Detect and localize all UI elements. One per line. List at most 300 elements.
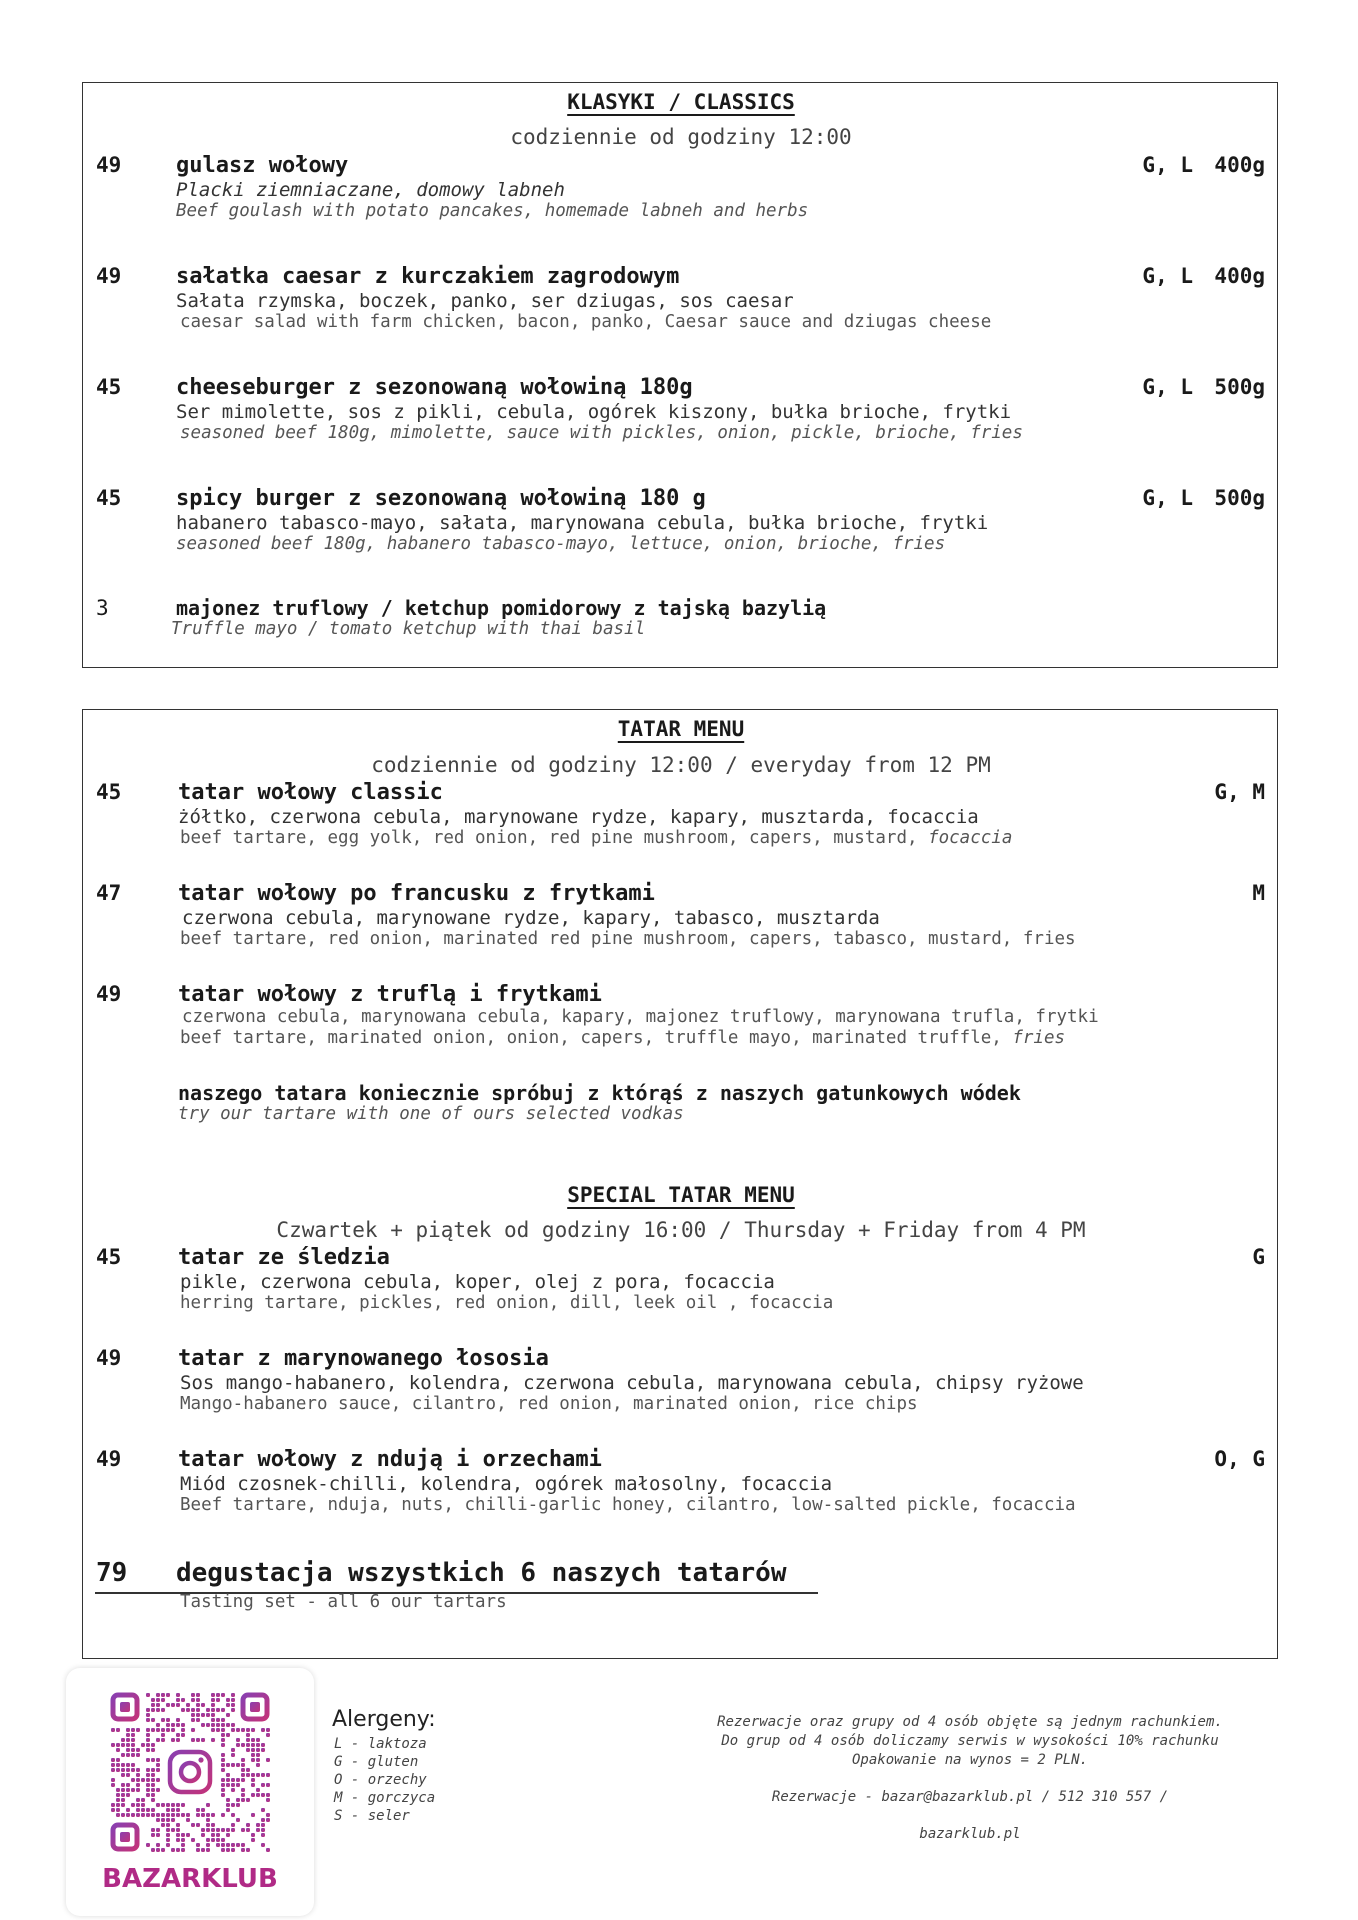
item-price: 49 [96, 982, 122, 1006]
qr-module [211, 1738, 215, 1742]
qr-module [231, 1823, 235, 1827]
qr-module [171, 1723, 175, 1727]
qr-module [146, 1718, 150, 1722]
qr-module [216, 1843, 220, 1847]
qr-module [116, 1768, 120, 1772]
qr-module [221, 1778, 225, 1782]
qr-module [226, 1848, 230, 1852]
qr-module [151, 1798, 155, 1802]
qr-module [136, 1773, 140, 1777]
qr-module [136, 1798, 140, 1802]
qr-module [171, 1818, 175, 1822]
qr-module [121, 1768, 125, 1772]
qr-module [231, 1778, 235, 1782]
qr-module [206, 1813, 210, 1817]
qr-module [266, 1773, 270, 1777]
allergen-tags: G, L [1142, 153, 1193, 177]
qr-module [196, 1693, 200, 1697]
qr-module [151, 1718, 155, 1722]
allergen-tags: O, G [1214, 1447, 1265, 1471]
qr-module [216, 1838, 220, 1842]
qr-module [241, 1793, 245, 1797]
qr-module [151, 1783, 155, 1787]
qr-module [161, 1818, 165, 1822]
qr-module [126, 1763, 130, 1767]
qr-module [186, 1833, 190, 1837]
website-link[interactable]: bazarklub.pl [919, 1826, 1021, 1842]
qr-module [196, 1823, 200, 1827]
item-description-en: beef tartare, red onion, marinated red pine mushroom, capers, tabasco, mustard, fries [180, 929, 1076, 949]
qr-module [151, 1848, 155, 1852]
qr-module [161, 1718, 165, 1722]
qr-module [256, 1788, 260, 1792]
qr-module [126, 1748, 130, 1752]
qr-module [241, 1788, 245, 1792]
qr-module [116, 1748, 120, 1752]
qr-module [151, 1828, 155, 1832]
qr-module [246, 1748, 250, 1752]
qr-module [216, 1828, 220, 1832]
qr-module [261, 1818, 265, 1822]
qr-module [121, 1763, 125, 1767]
qr-module [216, 1728, 220, 1732]
qr-module [251, 1758, 255, 1762]
qr-module [206, 1713, 210, 1717]
info-line: Rezerwacje oraz grupy od 4 osób objęte są jednym rachunkiem. [717, 1714, 1223, 1730]
item-description-pl: czerwona cebula, marynowane rydze, kapary, tabasco, musztarda [182, 907, 880, 929]
qr-module [236, 1763, 240, 1767]
qr-module [161, 1738, 165, 1742]
qr-module [151, 1793, 155, 1797]
item-description-pl: Miód czosnek-chilli, kolendra, ogórek małosolny, focaccia [180, 1473, 833, 1495]
qr-module [111, 1768, 115, 1772]
qr-module [176, 1723, 180, 1727]
qr-module [151, 1773, 155, 1777]
qr-module [196, 1708, 200, 1712]
qr-module [111, 1758, 115, 1762]
qr-module [251, 1778, 255, 1782]
qr-module [231, 1803, 235, 1807]
qr-module [231, 1813, 235, 1817]
qr-module [141, 1743, 145, 1747]
qr-module [206, 1723, 210, 1727]
qr-module [181, 1838, 185, 1842]
qr-module [231, 1753, 235, 1757]
qr-module [151, 1808, 155, 1812]
allergen-tags: G, L [1142, 486, 1193, 510]
qr-module [166, 1833, 170, 1837]
qr-module [236, 1778, 240, 1782]
item-price: 47 [96, 881, 122, 905]
qr-code-icon [66, 1668, 314, 1858]
qr-module [116, 1793, 120, 1797]
qr-module [156, 1738, 160, 1742]
qr-module [251, 1753, 255, 1757]
qr-module [241, 1773, 245, 1777]
qr-module [246, 1828, 250, 1832]
qr-module [231, 1693, 235, 1697]
qr-module [131, 1803, 135, 1807]
qr-module [121, 1798, 125, 1802]
qr-module [151, 1748, 155, 1752]
qr-module [171, 1848, 175, 1852]
qr-module [111, 1763, 115, 1767]
item-description-pl: Placki ziemniaczane, domowy labneh [176, 179, 565, 201]
qr-module [261, 1828, 265, 1832]
qr-module [201, 1713, 205, 1717]
qr-module [131, 1763, 135, 1767]
qr-module [221, 1838, 225, 1842]
qr-module [221, 1848, 225, 1852]
qr-module [141, 1803, 145, 1807]
qr-module [161, 1698, 165, 1702]
qr-module [216, 1833, 220, 1837]
qr-module [251, 1783, 255, 1787]
qr-module [156, 1843, 160, 1847]
qr-module [221, 1813, 225, 1817]
item-name: cheeseburger z sezonowaną wołowiną 180g [176, 375, 693, 400]
allergen-tags: G, M [1214, 780, 1265, 804]
qr-module [261, 1793, 265, 1797]
vodka-note-pl: naszego tatara koniecznie spróbuj z którąś z naszych gatunkowych wódek [178, 1081, 1021, 1105]
qr-module [236, 1803, 240, 1807]
qr-module [221, 1758, 225, 1762]
qr-module [166, 1723, 170, 1727]
qr-module [136, 1728, 140, 1732]
qr-module [256, 1758, 260, 1762]
qr-module [146, 1738, 150, 1742]
qr-module [176, 1848, 180, 1852]
qr-module [136, 1778, 140, 1782]
qr-module [261, 1748, 265, 1752]
qr-module [136, 1783, 140, 1787]
qr-module [186, 1703, 190, 1707]
info-line: Do grup od 4 osób doliczamy serwis w wysokości 10% rachunku [721, 1733, 1219, 1749]
qr-module [136, 1788, 140, 1792]
item-description-en: Beef goulash with potato pancakes, homemade labneh and herbs [176, 201, 809, 221]
qr-module [126, 1793, 130, 1797]
qr-module [176, 1803, 180, 1807]
qr-module [176, 1828, 180, 1832]
qr-module [221, 1743, 225, 1747]
item-description-en-text: beef tartare, marinated onion, onion, capers, truffle mayo, marinated truffle, [180, 1028, 1002, 1048]
qr-module [206, 1823, 210, 1827]
qr-module [151, 1813, 155, 1817]
tatar-section [82, 709, 1278, 1659]
qr-module [121, 1783, 125, 1787]
item-description-en-text: beef tartare, egg yolk, red onion, red pine mushroom, capers, mustard, [180, 828, 918, 848]
qr-module [251, 1728, 255, 1732]
qr-module [111, 1728, 115, 1732]
qr-module [171, 1803, 175, 1807]
qr-module [211, 1693, 215, 1697]
qr-module [196, 1738, 200, 1742]
qr-module [166, 1728, 170, 1732]
qr-module [241, 1843, 245, 1847]
contact-line[interactable]: Rezerwacje - bazar@bazarklub.pl / 512 310 557 / [771, 1789, 1169, 1805]
item-name: tatar wołowy po francusku z frytkami [178, 881, 655, 906]
qr-module [131, 1733, 135, 1737]
qr-module [131, 1753, 135, 1757]
qr-module [131, 1738, 135, 1742]
qr-module [261, 1743, 265, 1747]
qr-module [241, 1768, 245, 1772]
qr-module [151, 1788, 155, 1792]
qr-module [171, 1828, 175, 1832]
qr-module [156, 1833, 160, 1837]
qr-module [201, 1833, 205, 1837]
item-name: gulasz wołowy [176, 153, 349, 178]
qr-module [131, 1813, 135, 1817]
qr-module [251, 1738, 255, 1742]
qr-module [251, 1793, 255, 1797]
qr-module [171, 1703, 175, 1707]
qr-module [166, 1693, 170, 1697]
qr-module [156, 1728, 160, 1732]
qr-module [226, 1723, 230, 1727]
tasting-name: degustacja wszystkich 6 naszych tatarów [176, 1558, 787, 1588]
qr-module [241, 1828, 245, 1832]
qr-module [231, 1708, 235, 1712]
item-name: tatar z marynowanego łososia [178, 1346, 549, 1371]
qr-module [156, 1768, 160, 1772]
qr-module [246, 1798, 250, 1802]
qr-module [141, 1808, 145, 1812]
qr-module [191, 1693, 195, 1697]
qr-module [166, 1718, 170, 1722]
qr-module [211, 1718, 215, 1722]
item-description-en: seasoned beef 180g, habanero tabasco-mayo, lettuce, onion, brioche, fries [176, 534, 946, 554]
qr-module [201, 1828, 205, 1832]
qr-module [221, 1723, 225, 1727]
qr-module [181, 1813, 185, 1817]
qr-module [176, 1833, 180, 1837]
qr-module [256, 1738, 260, 1742]
qr-module [226, 1798, 230, 1802]
item-description-pl: żółtko, czerwona cebula, marynowane rydze, kapary, musztarda, focaccia [178, 806, 979, 828]
qr-module [191, 1738, 195, 1742]
qr-module [221, 1718, 225, 1722]
qr-module [236, 1818, 240, 1822]
qr-module [201, 1848, 205, 1852]
qr-module [166, 1843, 170, 1847]
qr-module [216, 1698, 220, 1702]
item-price: 45 [96, 486, 122, 510]
qr-module [226, 1843, 230, 1847]
qr-module [191, 1838, 195, 1842]
qr-module [121, 1788, 125, 1792]
qr-module [221, 1733, 225, 1737]
qr-module [131, 1768, 135, 1772]
qr-module [156, 1758, 160, 1762]
qr-module [266, 1793, 270, 1797]
qr-module [236, 1743, 240, 1747]
qr-module [206, 1818, 210, 1822]
item-description-pl: habanero tabasco-mayo, sałata, marynowana cebula, bułka brioche, frytki [176, 512, 989, 534]
qr-module [221, 1788, 225, 1792]
qr-module [261, 1728, 265, 1732]
qr-module [181, 1723, 185, 1727]
qr-module [196, 1808, 200, 1812]
qr-module [151, 1758, 155, 1762]
qr-module [176, 1718, 180, 1722]
qr-module [221, 1708, 225, 1712]
qr-module [146, 1778, 150, 1782]
qr-module [126, 1753, 130, 1757]
qr-module [131, 1788, 135, 1792]
qr-module [226, 1733, 230, 1737]
qr-module [176, 1703, 180, 1707]
item-name: tatar ze śledzia [178, 1245, 390, 1270]
qr-module [236, 1728, 240, 1732]
qr-module [136, 1813, 140, 1817]
qr-module [236, 1798, 240, 1802]
qr-module [121, 1803, 125, 1807]
qr-module [196, 1713, 200, 1717]
qr-module [146, 1728, 150, 1732]
item-name: tatar wołowy z truflą i frytkami [178, 982, 602, 1007]
qr-module [131, 1743, 135, 1747]
qr-module [241, 1778, 245, 1782]
qr-module [166, 1828, 170, 1832]
item-weight: 500g [1214, 375, 1265, 399]
qr-module [191, 1728, 195, 1732]
qr-module [211, 1838, 215, 1842]
qr-module [176, 1698, 180, 1702]
qr-module [146, 1768, 150, 1772]
qr-module [186, 1708, 190, 1712]
qr-module [166, 1813, 170, 1817]
qr-module [251, 1813, 255, 1817]
qr-module [136, 1808, 140, 1812]
qr-module [266, 1728, 270, 1732]
qr-module [166, 1808, 170, 1812]
qr-module [221, 1728, 225, 1732]
qr-module [116, 1763, 120, 1767]
qr-module [146, 1813, 150, 1817]
qr-module [191, 1823, 195, 1827]
qr-module [206, 1843, 210, 1847]
qr-module [156, 1803, 160, 1807]
qr-module [206, 1708, 210, 1712]
qr-module [136, 1753, 140, 1757]
qr-module [126, 1743, 130, 1747]
qr-module [201, 1723, 205, 1727]
item-name: majonez truflowy / ketchup pomidorowy z tajską bazylią [176, 596, 827, 620]
section-schedule: codziennie od godziny 12:00 / everyday from 12 PM [371, 753, 991, 777]
qr-module [181, 1728, 185, 1732]
item-description-en [180, 1028, 1065, 1048]
allergen-item: O - orzechy [334, 1772, 427, 1788]
item-description-en: Mango-habanero sauce, cilantro, red onion, marinated onion, rice chips [180, 1394, 918, 1414]
qr-module [121, 1753, 125, 1757]
allergen-tags: M [1252, 881, 1265, 905]
qr-module [111, 1778, 115, 1782]
item-description-en-italic: focaccia [928, 828, 1013, 848]
qr-module [126, 1813, 130, 1817]
qr-module [226, 1763, 230, 1767]
qr-module [181, 1733, 185, 1737]
qr-module [166, 1838, 170, 1842]
section-schedule: codziennie od godziny 12:00 [510, 125, 852, 149]
qr-module [241, 1798, 245, 1802]
qr-module [146, 1733, 150, 1737]
qr-module [201, 1813, 205, 1817]
qr-module [116, 1798, 120, 1802]
qr-module [221, 1753, 225, 1757]
qr-module [211, 1703, 215, 1707]
qr-module [146, 1783, 150, 1787]
item-description-pl: Ser mimolette, sos z pikli, cebula, ogórek kiszony, bułka brioche, frytki [176, 401, 1012, 423]
instagram-qr-card[interactable] [66, 1668, 314, 1916]
qr-module [256, 1743, 260, 1747]
qr-module [201, 1703, 205, 1707]
qr-module [116, 1808, 120, 1812]
allergen-tags: G, L [1142, 375, 1193, 399]
qr-module [186, 1813, 190, 1817]
qr-module [236, 1783, 240, 1787]
qr-module [266, 1813, 270, 1817]
qr-module [166, 1823, 170, 1827]
qr-module [226, 1828, 230, 1832]
qr-module [151, 1778, 155, 1782]
qr-module [261, 1823, 265, 1827]
qr-module [256, 1753, 260, 1757]
qr-module [176, 1808, 180, 1812]
qr-module [246, 1743, 250, 1747]
qr-module [251, 1773, 255, 1777]
qr-module [126, 1728, 130, 1732]
qr-module [246, 1738, 250, 1742]
item-description-pl: pikle, czerwona cebula, koper, olej z pora, focaccia [180, 1271, 775, 1293]
qr-module [171, 1808, 175, 1812]
qr-module [266, 1818, 270, 1822]
brand-logo: BAZARKLUB [102, 1864, 278, 1894]
qr-module [166, 1703, 170, 1707]
qr-module [256, 1828, 260, 1832]
qr-module [226, 1808, 230, 1812]
qr-module [231, 1723, 235, 1727]
qr-module [261, 1783, 265, 1787]
qr-module [256, 1773, 260, 1777]
qr-module [126, 1733, 130, 1737]
qr-module [251, 1833, 255, 1837]
special-section-schedule: Czwartek + piątek od godziny 16:00 / Thursday + Friday from 4 PM [276, 1218, 1086, 1242]
qr-module [221, 1738, 225, 1742]
qr-module [126, 1768, 130, 1772]
qr-module [266, 1783, 270, 1787]
qr-module [246, 1733, 250, 1737]
qr-module [221, 1828, 225, 1832]
qr-module [146, 1773, 150, 1777]
qr-module [211, 1713, 215, 1717]
qr-module [241, 1763, 245, 1767]
qr-module [116, 1813, 120, 1817]
allergen-item: S - seler [334, 1808, 410, 1824]
qr-module [126, 1808, 130, 1812]
qr-module [256, 1763, 260, 1767]
qr-module [206, 1828, 210, 1832]
qr-module [161, 1728, 165, 1732]
qr-module [176, 1693, 180, 1697]
qr-module [156, 1708, 160, 1712]
qr-module [181, 1708, 185, 1712]
qr-module [131, 1748, 135, 1752]
item-weight: 400g [1214, 153, 1265, 177]
qr-module [136, 1748, 140, 1752]
qr-module [251, 1748, 255, 1752]
item-description-pl: czerwona cebula, marynowana cebula, kapary, majonez truflowy, marynowana trufla, frytki [182, 1007, 1099, 1027]
